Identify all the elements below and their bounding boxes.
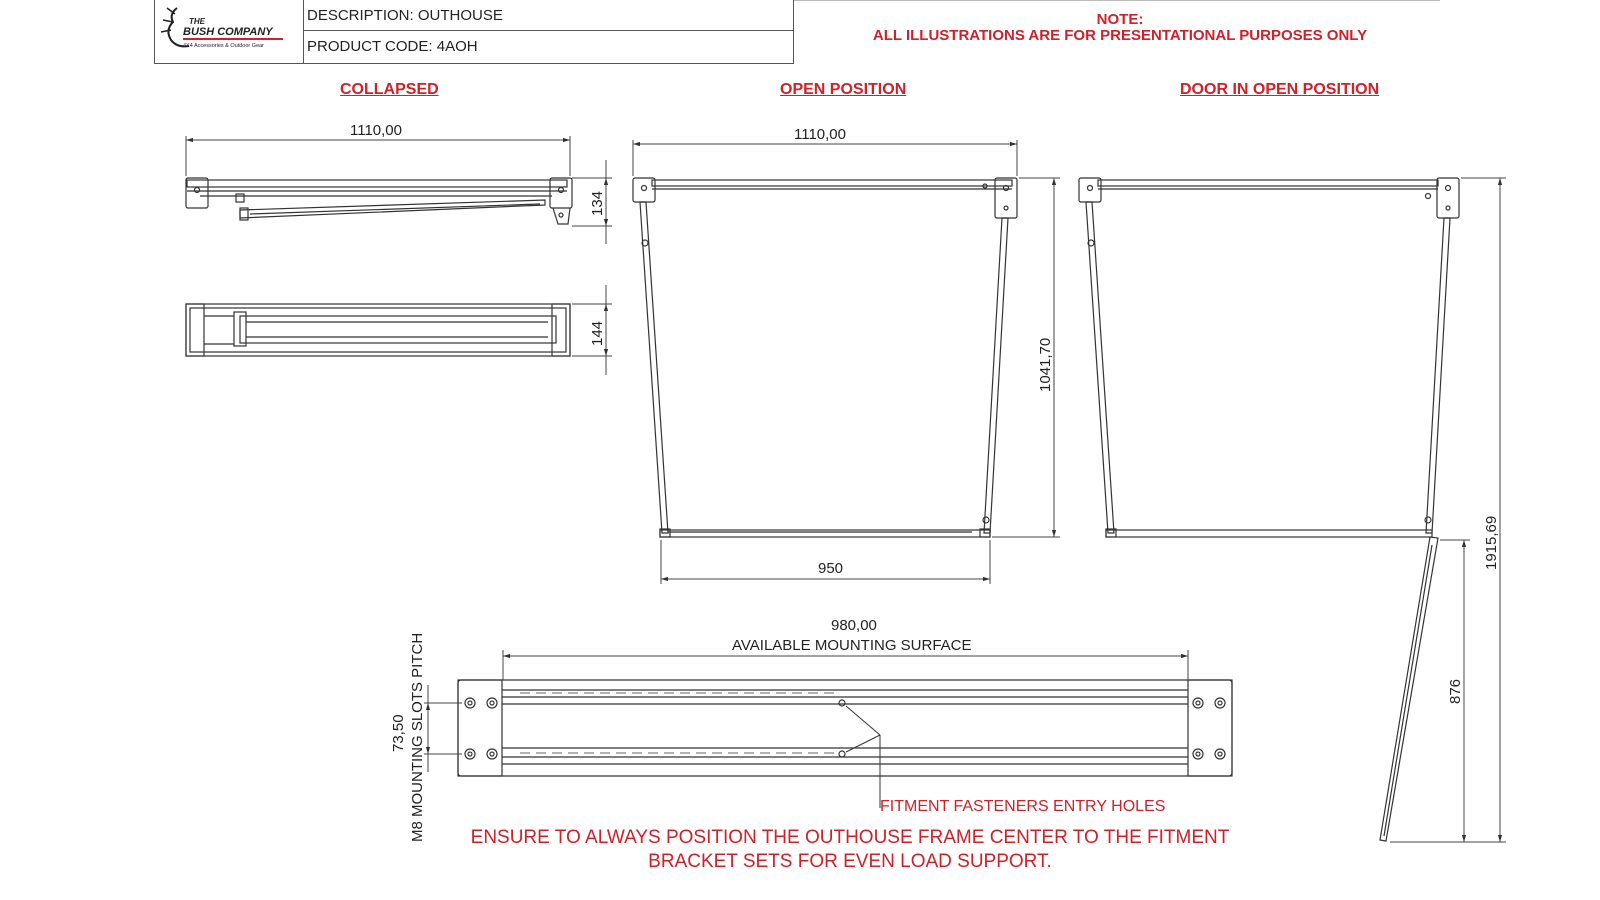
product-code-field: PRODUCT CODE: 4AOH	[307, 38, 478, 55]
dim-collapsed-width: 1110,00	[350, 122, 402, 139]
instruction-line-2: BRACKET SETS FOR EVEN LOAD SUPPORT.	[648, 851, 1052, 872]
collapsed-dimensions	[186, 136, 612, 375]
dim-slot-pitch: 73,50	[390, 714, 407, 752]
mounting-rail	[458, 680, 1232, 776]
dim-open-width: 1110,00	[794, 126, 846, 143]
note-text: ALL ILLUSTRATIONS ARE FOR PRESENTATIONAL PURPOSES ONLY	[872, 27, 1368, 44]
collapsed-side-view	[186, 178, 572, 224]
door-open-frame	[1079, 178, 1459, 841]
mounting-rail-dimensions	[424, 650, 1188, 772]
mounting-slot-bolts	[465, 698, 1225, 759]
view-title-door-open: DOOR IN OPEN POSITION	[1180, 81, 1380, 98]
dim-slot-pitch-label: M8 MOUNTING SLOTS PITCH	[409, 632, 426, 842]
logo-text-tagline: 4X4 Accessories & Outdoor Gear	[183, 43, 265, 49]
description-field: DESCRIPTION: OUTHOUSE	[304, 0, 794, 31]
dim-open-height: 1041,70	[1037, 337, 1054, 392]
dim-collapsed-height-side: 134	[589, 190, 606, 216]
open-position-dimensions	[633, 140, 1060, 584]
instruction-line-1: ENSURE TO ALWAYS POSITION THE OUTHOUSE FRAME CENTER TO THE FITMENT	[470, 827, 1230, 848]
view-title-collapsed: COLLAPSED	[340, 81, 439, 98]
view-title-open: OPEN POSITION	[780, 81, 907, 98]
fasteners-annotation: FITMENT FASTENERS ENTRY HOLES	[880, 798, 1166, 815]
dim-door-total-height: 1915,69	[1483, 515, 1500, 570]
collapsed-top-view	[186, 304, 570, 356]
dim-door-height: 876	[1447, 678, 1464, 704]
door-open-dimensions	[1390, 178, 1506, 842]
dim-mounting-surface: 980,00	[831, 617, 877, 634]
logo-text-the: THE	[189, 17, 205, 26]
dim-mounting-surface-label: AVAILABLE MOUNTING SURFACE	[732, 637, 972, 654]
dim-open-bottom-width: 950	[818, 560, 844, 577]
note-heading: NOTE:	[1096, 11, 1144, 28]
dim-collapsed-height-top: 144	[589, 320, 606, 346]
open-position-frame	[633, 178, 1017, 537]
installation-instruction	[470, 826, 1230, 874]
logo-text-name: BUSH COMPANY	[183, 26, 273, 38]
